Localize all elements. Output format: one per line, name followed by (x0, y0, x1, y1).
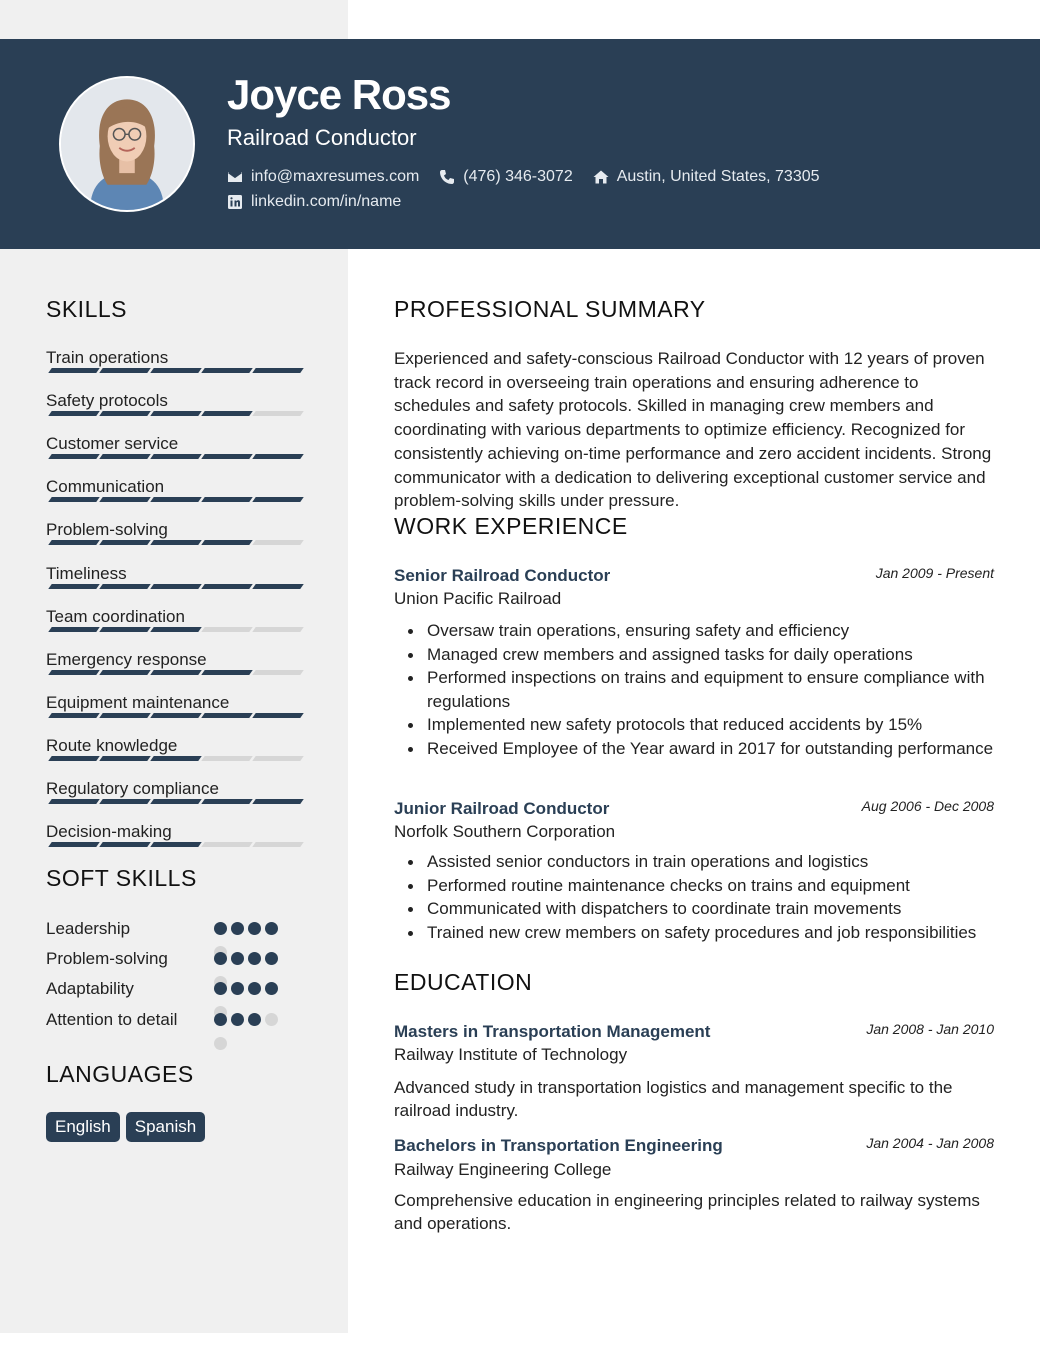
skill-level-bar (50, 497, 305, 502)
soft-skill-rating (214, 952, 282, 965)
rating-dot (231, 922, 244, 935)
skill-level-segment (252, 799, 304, 804)
contact-row-secondary (227, 193, 421, 211)
skill-level-segment (150, 627, 202, 632)
skill-level-segment (252, 411, 304, 416)
soft-skill-rating (214, 922, 282, 935)
skill-level-segment (99, 497, 151, 502)
profile-photo (59, 76, 195, 212)
skill-level-segment (150, 756, 202, 761)
contact-linkedin[interactable] (227, 193, 401, 211)
skill-level-segment (201, 454, 253, 459)
list-item: Performed routine maintenance checks on trains and equipment (427, 874, 1002, 898)
skill-level-segment (99, 842, 151, 847)
skill-level-segment (150, 842, 202, 847)
skill-level-segment (252, 454, 304, 459)
list-item: Communicated with dispatchers to coordinate train movements (427, 897, 1002, 921)
phone-icon (439, 169, 455, 185)
skill-level-bar (50, 670, 305, 675)
skill-level-segment (252, 756, 304, 761)
rating-dot (265, 922, 278, 935)
skill-name: Timeliness (46, 563, 127, 583)
skill-level-segment (201, 368, 253, 373)
job-dates-1: Jan 2009 - Present (875, 565, 994, 581)
degree-school-1: Railway Institute of Technology (394, 1045, 628, 1064)
soft-skill-item (46, 947, 296, 970)
skill-level-segment (48, 670, 100, 675)
skill-name: Team coordination (46, 606, 185, 626)
skill-level-segment (99, 540, 151, 545)
skill-level-segment (99, 627, 151, 632)
skill-level-segment (48, 627, 100, 632)
job-company-1: Union Pacific Railroad (394, 589, 562, 608)
email-text: info@maxresumes.com (251, 168, 420, 185)
skill-level-segment (201, 627, 253, 632)
contact-phone[interactable] (439, 168, 572, 186)
skill-item (46, 348, 306, 368)
list-item: Managed crew members and assigned tasks for daily operations (427, 643, 1002, 667)
degree-title-1: Masters in Transportation Management (394, 1022, 711, 1041)
skill-level-segment (201, 540, 253, 545)
skill-name: Route knowledge (46, 735, 178, 755)
soft-skill-name: Attention to detail (46, 1010, 178, 1029)
skill-level-segment (48, 454, 100, 459)
summary-heading: PROFESSIONAL SUMMARY (394, 296, 706, 322)
soft-skill-item (46, 1008, 296, 1031)
rating-dot (214, 952, 227, 965)
degree-school-2: Railway Engineering College (394, 1160, 612, 1179)
skill-level-segment (150, 670, 202, 675)
job-company-2: Norfolk Southern Corporation (394, 822, 616, 841)
skill-level-segment (252, 540, 304, 545)
skill-level-bar (50, 842, 305, 847)
skill-level-bar (50, 756, 305, 761)
skill-level-segment (150, 799, 202, 804)
language-badge: Spanish (126, 1112, 205, 1142)
skill-item (46, 564, 306, 584)
list-item: Trained new crew members on safety procedures and job responsibilities (427, 921, 1002, 945)
skill-item (46, 434, 306, 454)
rating-dot (231, 952, 244, 965)
list-item: Received Employee of the Year award in 2017 for outstanding performance (427, 737, 1002, 761)
skill-level-segment (48, 756, 100, 761)
skill-level-segment (99, 454, 151, 459)
skill-level-segment (252, 627, 304, 632)
skill-level-segment (201, 713, 253, 718)
skill-level-segment (252, 497, 304, 502)
skill-name: Customer service (46, 434, 179, 454)
skill-level-segment (150, 411, 202, 416)
skill-level-segment (252, 584, 304, 589)
skill-level-segment (99, 799, 151, 804)
languages-heading: LANGUAGES (46, 1061, 194, 1087)
rating-dot (214, 922, 227, 935)
skill-level-segment (48, 799, 100, 804)
experience-heading: WORK EXPERIENCE (394, 513, 628, 539)
soft-skills-heading: SOFT SKILLS (46, 865, 197, 891)
degree-description-2: Comprehensive education in engineering principles related to railway systems and operations. (394, 1191, 980, 1233)
rating-dot (248, 952, 261, 965)
skill-level-segment (48, 411, 100, 416)
contact-email[interactable] (227, 168, 419, 186)
skill-level-segment (150, 454, 202, 459)
skill-level-segment (252, 713, 304, 718)
job-bullets-1 (427, 619, 1002, 761)
skill-name: Communication (46, 477, 165, 497)
skill-level-bar (50, 368, 305, 373)
skill-level-bar (50, 627, 305, 632)
skill-level-bar (50, 713, 305, 718)
job-title-2: Junior Railroad Conductor (394, 799, 610, 818)
skill-level-segment (99, 713, 151, 718)
list-item: Assisted senior conductors in train operations and logistics (427, 850, 1002, 874)
skill-item (46, 693, 306, 713)
skill-level-segment (48, 368, 100, 373)
list-item: Implemented new safety protocols that reduced accidents by 15% (427, 713, 1002, 737)
candidate-job-title: Railroad Conductor (227, 125, 417, 150)
skill-name: Equipment maintenance (46, 692, 230, 712)
rating-dot (265, 982, 278, 995)
soft-skill-rating (214, 1013, 282, 1026)
skill-level-segment (99, 756, 151, 761)
skill-level-bar (50, 584, 305, 589)
summary-text: Experienced and safety-conscious Railroad Conductor with 12 years of proven track record in overseeing train operations and ensuring adherence to schedules and safety protocols. Skilled in managing crew members and coordinating with various departments to optimize efficiency. Recognized for consistently achieving on-time performance and zero accident incidents. Strong communicator with a dedication to delivering exceptional customer service and problem-solving skills under pressure. (394, 349, 992, 511)
skill-level-segment (201, 584, 253, 589)
skill-level-segment (201, 411, 253, 416)
rating-dot (231, 1013, 244, 1026)
soft-skill-rating (214, 982, 282, 995)
skill-item (46, 477, 306, 497)
list-item: Oversaw train operations, ensuring safety and efficiency (427, 619, 1002, 643)
skill-level-segment (252, 842, 304, 847)
skill-name: Safety protocols (46, 391, 168, 411)
degree-description-1: Advanced study in transportation logistics and management specific to the railroad industry. (394, 1078, 953, 1120)
skill-level-segment (201, 799, 253, 804)
skill-name: Emergency response (46, 649, 207, 669)
soft-skill-name: Problem-solving (46, 949, 168, 968)
profile-photo-illustration (61, 78, 193, 210)
skill-level-segment (252, 670, 304, 675)
skill-level-segment (150, 713, 202, 718)
skill-level-bar (50, 540, 305, 545)
degree-dates-1: Jan 2008 - Jan 2010 (866, 1021, 994, 1037)
rating-dot (265, 952, 278, 965)
soft-skill-name: Leadership (46, 919, 131, 938)
skill-item (46, 822, 306, 842)
skill-level-segment (252, 368, 304, 373)
linkedin-icon (227, 194, 243, 210)
rating-dot (214, 1013, 227, 1026)
skill-item (46, 650, 306, 670)
skill-name: Train operations (46, 348, 169, 367)
rating-dot (248, 1013, 261, 1026)
rating-dot (248, 982, 261, 995)
skill-level-segment (99, 584, 151, 589)
rating-dot (248, 922, 261, 935)
skills-heading: SKILLS (46, 296, 127, 322)
candidate-name: Joyce Ross (227, 71, 451, 118)
contact-location (593, 168, 820, 186)
skill-level-segment (48, 713, 100, 718)
skill-name: Decision-making (46, 822, 172, 842)
skill-level-segment (201, 756, 253, 761)
rating-dot (214, 1037, 227, 1050)
location-text: Austin, United States, 73305 (616, 168, 820, 185)
job-bullets-2 (427, 850, 1002, 944)
skill-name: Regulatory compliance (46, 779, 219, 798)
rating-dot (214, 982, 227, 995)
skill-level-segment (48, 584, 100, 589)
skill-level-segment (99, 368, 151, 373)
education-heading: EDUCATION (394, 969, 533, 995)
language-badge: English (46, 1112, 120, 1142)
skill-level-bar (50, 799, 305, 804)
degree-title-2: Bachelors in Transportation Engineering (394, 1136, 723, 1155)
languages-list (46, 1112, 211, 1142)
rating-dot (265, 1013, 278, 1026)
skill-level-segment (201, 670, 253, 675)
skill-level-segment (201, 497, 253, 502)
skill-item (46, 520, 306, 540)
phone-text: (476) 346-3072 (463, 168, 573, 185)
skill-level-bar (50, 454, 305, 459)
skill-name: Problem-solving (46, 520, 168, 540)
skill-level-segment (201, 842, 253, 847)
soft-skill-item (46, 917, 296, 940)
resume-header (0, 39, 1040, 249)
skill-level-segment (150, 584, 202, 589)
home-icon (593, 169, 609, 185)
degree-dates-2: Jan 2004 - Jan 2008 (866, 1135, 994, 1151)
skill-level-segment (48, 540, 100, 545)
contact-row (227, 168, 840, 186)
skill-level-segment (99, 411, 151, 416)
skill-level-segment (99, 670, 151, 675)
skill-item (46, 736, 306, 756)
skill-level-segment (48, 497, 100, 502)
skill-level-segment (150, 497, 202, 502)
envelope-icon (227, 169, 243, 185)
job-dates-2: Aug 2006 - Dec 2008 (861, 798, 994, 814)
skill-level-segment (48, 842, 100, 847)
soft-skill-name: Adaptability (46, 979, 134, 998)
skill-level-bar (50, 411, 305, 416)
skill-level-segment (150, 540, 202, 545)
skill-level-segment (150, 368, 202, 373)
skill-item (46, 779, 306, 799)
skill-item (46, 607, 306, 627)
list-item: Performed inspections on trains and equipment to ensure compliance with regulations (427, 666, 1002, 713)
soft-skill-item (46, 977, 296, 1000)
skill-item (46, 391, 306, 411)
linkedin-text: linkedin.com/in/name (251, 193, 402, 210)
job-title-1: Senior Railroad Conductor (394, 566, 611, 585)
rating-dot (231, 982, 244, 995)
